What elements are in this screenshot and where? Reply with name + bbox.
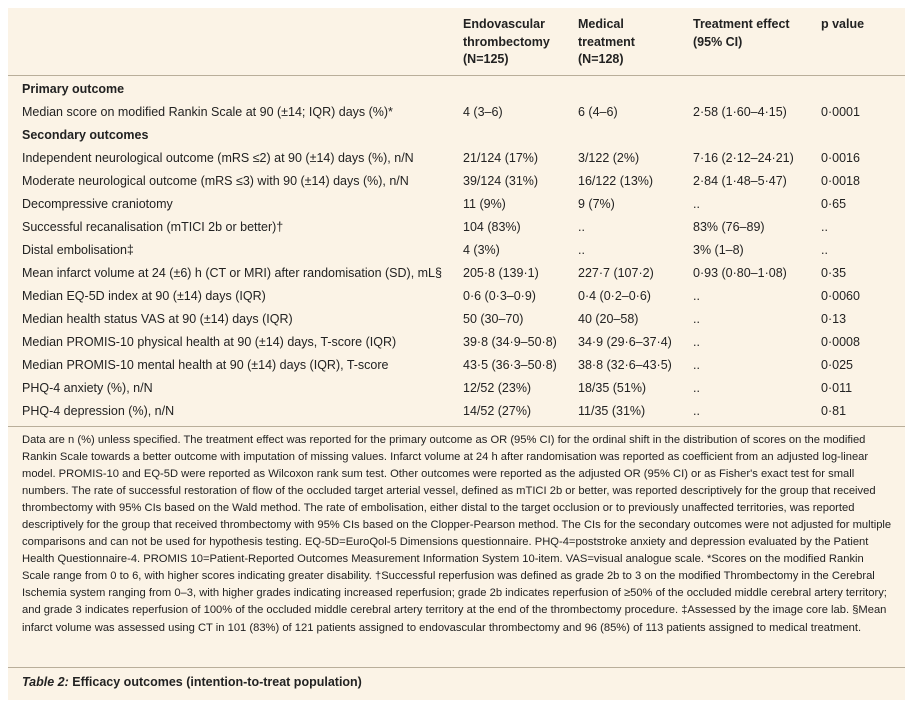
caption-divider [8, 667, 905, 668]
table-row: Decompressive craniotomy 11 (9%) 9 (7%) .. 0·65 [22, 197, 847, 211]
section-heading-secondary: Secondary outcomes [22, 128, 149, 142]
table-row: Moderate neurological outcome (mRS ≤3) with 90 (±14) days (%), n/N 39/124 (31%) 16/122 (13%) 2·84 (1·48–5·47) 0·0018 [22, 174, 860, 188]
header-treatment-effect: Treatment effect (95% CI) [693, 17, 790, 49]
header-endovascular: Endovascular thrombectomy (N=125) [463, 17, 550, 66]
table-row: PHQ-4 anxiety (%), n/N 12/52 (23%) 18/35 (51%) .. 0·011 [22, 381, 853, 395]
table-row: Median health status VAS at 90 (±14) days (IQR) 50 (30–70) 40 (20–58) .. 0·13 [22, 312, 847, 326]
table-row: Median score on modified Rankin Scale at 90 (±14; IQR) days (%)* 4 (3–6) 6 (4–6) 2·58 (1·60–4·15) 0·0001 [22, 105, 860, 119]
table-row: Distal embolisation‡ 4 (3%) .. 3% (1–8) .. [22, 243, 828, 257]
header-medical: Medical treatment (N=128) [578, 17, 635, 66]
caption-text: Efficacy outcomes (intention-to-treat population) [72, 675, 362, 689]
body-divider [8, 426, 905, 427]
table-row: PHQ-4 depression (%), n/N 14/52 (27%) 11/35 (31%) .. 0·81 [22, 404, 847, 418]
table-row: Median EQ-5D index at 90 (±14) days (IQR) 0·6 (0·3–0·9) 0·4 (0·2–0·6) .. 0·0060 [22, 289, 860, 303]
table-caption [22, 673, 362, 691]
header-p-value: p value [821, 17, 865, 31]
table-row: Mean infarct volume at 24 (±6) h (CT or MRI) after randomisation (SD), mL§ 205·8 (139·1) 227·7 (107·2) 0·93 (0·80–1·08) 0·35 [22, 266, 847, 280]
table-row: Median PROMIS-10 mental health at 90 (±14) days (IQR), T-score 43·5 (36·3–50·8) 38·8 (32·6–43·5) .. 0·025 [22, 358, 853, 372]
table-row: Median PROMIS-10 physical health at 90 (±14) days, T-score (IQR) 39·8 (34·9–50·8) 34·9 (29·6–37·4) .. 0·0008 [22, 335, 860, 349]
table-footnote: Data are n (%) unless specified. The treatment effect was reported for the primary outcome as OR (95% CI) for the ordinal shift in the distribution of scores on the modified Rankin Scale towards a better outcome with imputation of missing values. Infarct volume at 24 h after randomisation was reported as coefficient from an adjusted log-linear model. PROMIS-10 and EQ-5D were reported as Wilcoxon rank sum test. Other outcomes were reported as the adjusted OR (95% CI) or as Fisher's exact test for small numbers. The rate of successful restoration of flow of the occluded target arterial vessel, defined as mTICI 2b or better, was reported descriptively for the group that received thrombectomy with 95% CIs based on the Wald method. The rate of embolisation, either distal to the target occlusion or to previously unaffected territories, was reported descriptively for the group that received thrombectomy with 95% CIs based on the Clopper-Pearson method. The CIs for the secondary outcomes were not adjusted for multiple comparisons and can not be used for hypothesis testing. EQ-5D=EuroQol-5 Dimensions questionnaire. PHQ-4=poststroke anxiety and depression evaluated by the Patient Health Questionnaire-4. PROMIS 10=Patient-Reported Outcomes Measurement Information System 10-item. VAS=visual analogue scale. *Scores on the modified Rankin Scale range from 0 to 6, with higher scores indicating greater disability. †Successful reperfusion was defined as grade 2b to 3 on the modified Thrombectomy in the Cerebral Ischemia system ranging from 0–3, with higher grades indicating increased reperfusion; grade 2b indicates reperfusion of ≥50% of the occluded middle cerebral artery territory; and grade 3 indicates reperfusion of 100% of the occluded middle cerebral artery territory at the end of the thrombectomy procedure. ‡Assessed by the image core lab. §Mean infarct volume was assessed using CT in 101 (83%) of 121 patients assigned to endovascular thrombectomy and 96 (85%) of 113 patients assigned to medical treatment. [22, 434, 892, 634]
caption-label: Table 2: [22, 675, 69, 689]
table-panel [8, 8, 905, 700]
section-heading-primary: Primary outcome [22, 82, 125, 96]
table-row: Successful recanalisation (mTICI 2b or better)† 104 (83%) .. 83% (76–89) .. [22, 220, 828, 234]
table-row: Independent neurological outcome (mRS ≤2) at 90 (±14) days (%), n/N 21/124 (17%) 3/122 (2%) 7·16 (2·12–24·21) 0·0016 [22, 151, 860, 165]
header-divider [8, 75, 905, 76]
